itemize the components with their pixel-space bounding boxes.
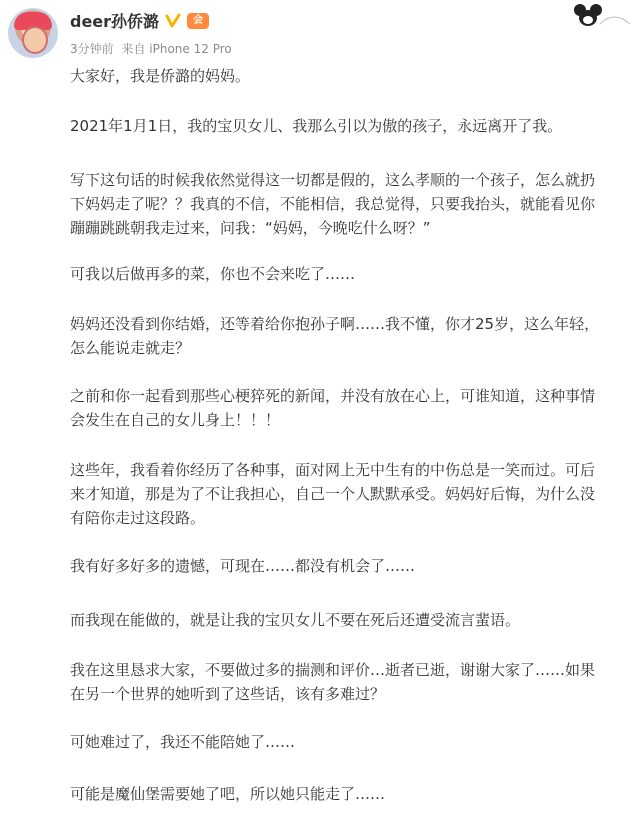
post-time: 3分钟前: [70, 42, 114, 56]
paragraph-news: 之前和你一起看到那些心梗猝死的新闻，并没有放在心上，可谁知道，这种事情 会发生在自己的女儿身上！！！: [70, 387, 596, 429]
paragraph-date: 2021年1月1日，我的宝贝女儿、我那么引以为傲的孩子，永远离开了我。: [70, 117, 563, 135]
username[interactable]: deer孙侨潞: [70, 12, 160, 31]
paragraph-greeting: 大家好，我是侨潞的妈妈。: [70, 67, 251, 85]
paragraph-regret: 我有好多好多的遗憾，可现在……都没有机会了……: [70, 557, 416, 575]
avatar-face-shape: [22, 26, 48, 54]
post-header: [0, 0, 640, 62]
paragraph-cooking: 可我以后做再多的菜，你也不会来吃了……: [70, 265, 356, 283]
post-meta: [70, 40, 236, 57]
paragraph-plea: 我在这里恳求大家，不要做过多的揣测和评价…逝者已逝，谢谢大家了……如果 在另一个世界的她听到了这些话，该有多难过？: [70, 661, 596, 703]
paragraph-rumors: 而我现在能做的，就是让我的宝贝女儿不要在死后还遭受流言蜚语。: [70, 611, 521, 629]
post-source: 来自 iPhone 12 Pro: [121, 42, 232, 56]
paragraph-magic-castle: 可能是魔仙堡需要她了吧，所以她只能走了……: [70, 785, 386, 803]
avatar[interactable]: [8, 8, 58, 58]
paragraph-disbelief: 写下这句话的时候我依然觉得这一切都是假的，这么孝顺的一个孩子，怎么就扔 下妈妈走了呢？？我真的不信，不能相信，我总觉得，只要我抬头，就能看见你 蹦蹦跳跳朝我走过来，问我：“妈妈，今晚吃什么呀？”: [70, 171, 596, 237]
paragraph-years: 这些年，我看着你经历了各种事，面对网上无中生有的中伤总是一笑而过。可后 来才知道，那是为了不让我担心，自己一个人默默承受。妈妈好后悔，为什么没 有陪你走过这段路。: [70, 461, 596, 527]
paragraph-marriage: 妈妈还没看到你结婚，还等着给你抱孙子啊……我不懂，你才25岁，这么年轻， 怎么能说走就走？: [70, 315, 600, 357]
username-row: [70, 9, 209, 32]
verified-v-icon: [165, 13, 181, 29]
member-badge-icon[interactable]: 会: [187, 13, 209, 29]
cartoon-mouse-decoration-icon: [560, 2, 632, 26]
paragraph-cannot-accompany: 可她难过了，我还不能陪她了……: [70, 733, 296, 751]
